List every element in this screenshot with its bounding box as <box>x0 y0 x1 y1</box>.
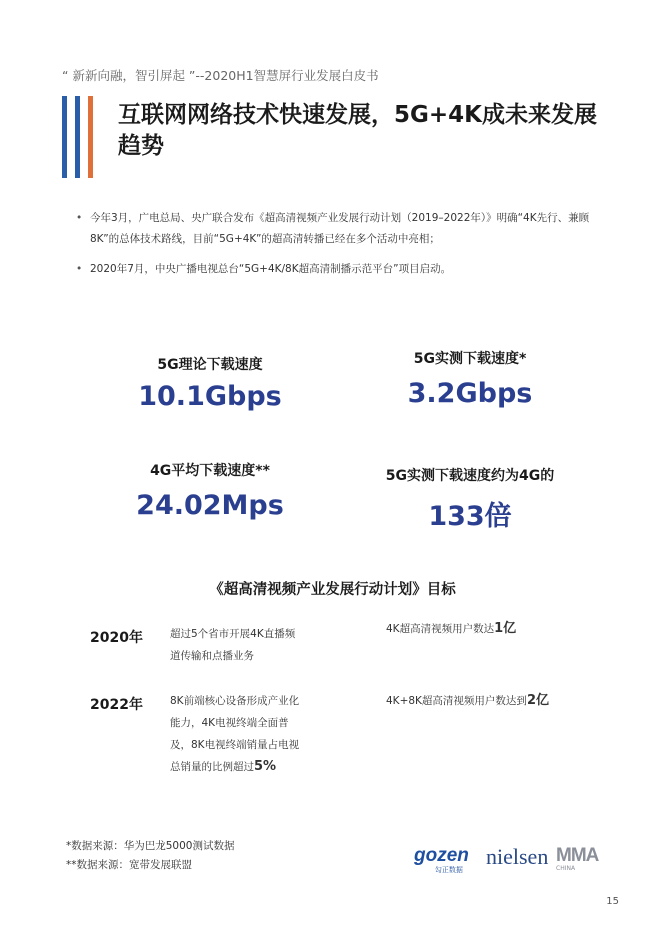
accent-bar-orange <box>88 96 93 178</box>
plan-right-emph: 2亿 <box>526 693 549 708</box>
gozen-subtitle: 勾正数据 <box>434 866 463 874</box>
plan-line: 能力，4K电视终端全面普 <box>170 717 289 729</box>
stat-label: 5G实测下载速度* <box>413 351 527 367</box>
plan-right-text <box>386 690 549 712</box>
year-label: 2022年 <box>90 697 143 713</box>
stat-value: 24.02Mps <box>136 490 284 521</box>
mma-wordmark: MMA <box>556 845 599 866</box>
plan-line: 8K前端核心设备形成产业化 <box>170 695 300 707</box>
footnote: *数据来源：华为巴龙5000测试数据 <box>66 840 235 852</box>
nielsen-logo: nielsen <box>486 844 549 869</box>
stat-label: 5G实测下载速度约为4G的 <box>385 468 555 484</box>
mma-subtitle: CHINA <box>556 865 576 872</box>
plan-right-label: 4K超高清视频用户数达 <box>386 623 495 635</box>
bullet-list <box>76 208 606 289</box>
stat-label: 4G平均下载速度** <box>150 463 270 479</box>
stat-value: 133倍 <box>428 501 512 532</box>
stat-value: 10.1Gbps <box>138 381 282 412</box>
plan-right-label: 4K+8K超高清视频用户数达到 <box>386 695 527 707</box>
mma-logo <box>556 846 598 872</box>
page-title: 互联网网络技术快速发展，5G+4K成未来发展趋势 <box>118 102 597 159</box>
plan-right-emph: 1亿 <box>494 621 517 636</box>
year-label: 2020年 <box>90 630 143 646</box>
plan-line: 及，8K电视终端销量占电视 <box>170 739 300 751</box>
plan-line-emph: 5% <box>254 759 277 774</box>
accent-bar-blue-1 <box>62 96 67 178</box>
plan-left-text <box>170 623 340 667</box>
bullet-item: • 今年3月，广电总局、央广联合发布《超高清视频产业发展行动计划（2019–2022年）》明确“4K先行、兼顾8K”的总体技术路线，目前“5G+4K”的超高清转播已经在多个活动中亮相； <box>76 208 606 250</box>
header-quote: “ 新新向融，智引屏起 ”--2020H1智慧屏行业发展白皮书 <box>62 68 379 83</box>
page-number: 15 <box>606 896 619 907</box>
plan-line-text: 总销量的比例超过 <box>170 761 254 773</box>
plan-line: 超过5个省市开展4K直播频 <box>170 628 296 640</box>
gozen-logo <box>414 846 469 875</box>
plan-line: 道传输和点播业务 <box>170 650 254 662</box>
plan-title: 《超高清视频产业发展行动计划》目标 <box>209 582 456 598</box>
plan-right-text <box>386 618 516 640</box>
stat-label: 5G理论下载速度 <box>157 357 263 373</box>
bullet-item: • 2020年7月，中央广播电视总台“5G+4K/8K超高清制播示范平台”项目启动。 <box>76 259 606 280</box>
accent-bar-blue-2 <box>75 96 80 178</box>
plan-left-text <box>170 690 350 778</box>
footnote: **数据来源：宽带发展联盟 <box>66 859 192 871</box>
stat-value: 3.2Gbps <box>407 378 533 409</box>
gozen-wordmark: gozen <box>414 845 469 866</box>
plan-line <box>170 756 350 778</box>
